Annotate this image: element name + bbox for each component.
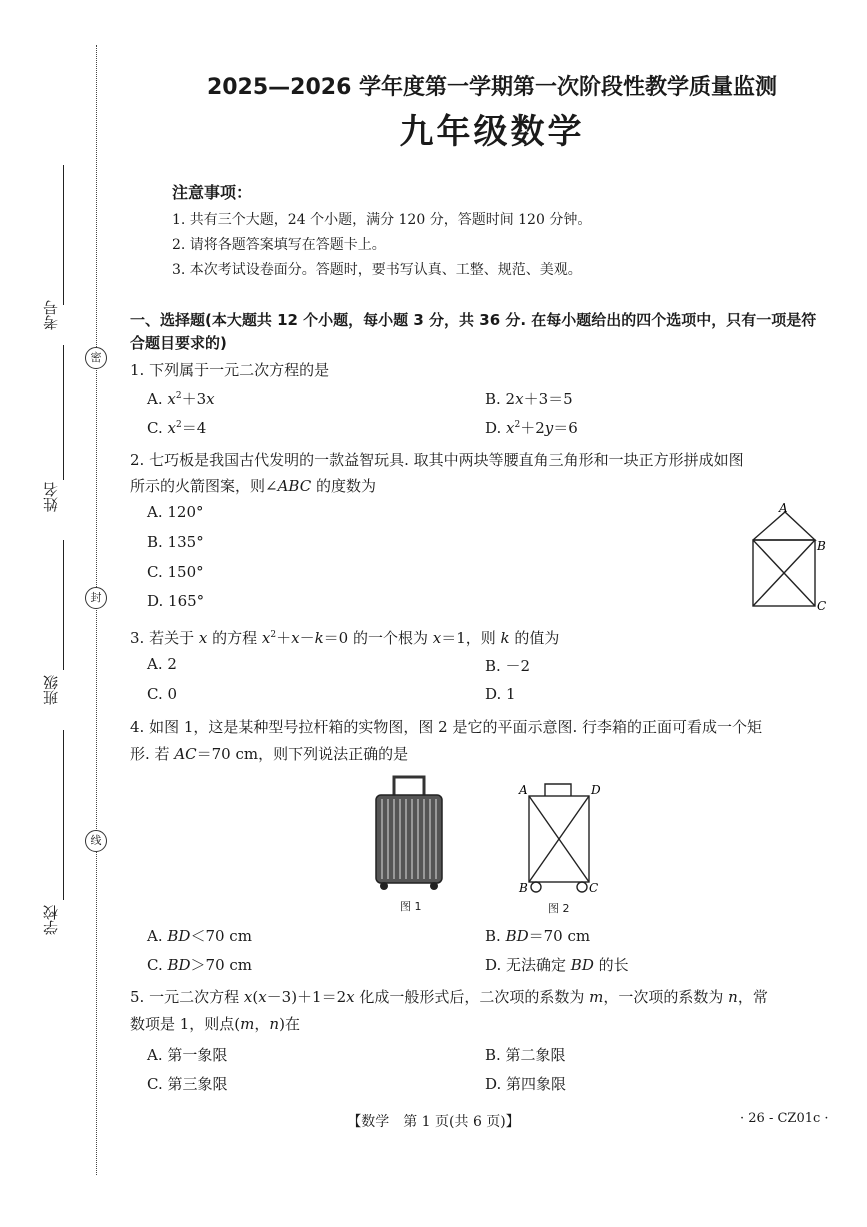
notice-item-2: 2. 请将各题答案填写在答题卡上。 bbox=[172, 237, 386, 253]
q5-stem-line1: 5. 一元二次方程 x(x－3)＋1＝2x 化成一般形式后，二次项的系数为 m，一次项的系数为 n，常 bbox=[130, 988, 768, 1006]
seal-xian: 线 bbox=[85, 830, 107, 852]
q4-figure-2-caption: 图 2 bbox=[548, 902, 570, 915]
q2-option-a: A. 120° bbox=[147, 503, 204, 521]
q2-option-d: D. 165° bbox=[147, 592, 205, 610]
notice-item-1: 1. 共有三个大题，24 个小题，满分 120 分，答题时间 120 分钟。 bbox=[172, 212, 592, 228]
section-1-title: 一、选择题(本大题共 12 个小题，每小题 3 分，共 36 分. 在每小题给出的四个选项中，只有一项是符合题目要求的) bbox=[130, 311, 817, 352]
q4-option-b: B. BD＝70 cm bbox=[485, 927, 591, 945]
name-line bbox=[63, 345, 64, 480]
q5-option-c: C. 第三象限 bbox=[147, 1075, 228, 1093]
q5-option-b: B. 第二象限 bbox=[485, 1046, 566, 1064]
q4-option-c: C. BD＞70 cm bbox=[147, 956, 253, 974]
notice-heading: 注意事项： bbox=[172, 183, 253, 202]
q2-top-triangle bbox=[753, 512, 815, 540]
school-line bbox=[63, 730, 64, 900]
binding-dotted-line bbox=[96, 45, 97, 1175]
school-label: 学校 bbox=[42, 905, 60, 935]
q4-label-a: A bbox=[519, 783, 528, 797]
q3-option-c: C. 0 bbox=[147, 685, 178, 703]
q4-wheel-right bbox=[577, 882, 587, 892]
q5-option-a: A. 第一象限 bbox=[147, 1046, 228, 1064]
q1-option-d: D. $x^2+2y=6$ bbox=[485, 419, 578, 437]
notice-item-3: 3. 本次考试设卷面分。答题时，要书写认真、工整、规范、美观。 bbox=[172, 262, 582, 278]
q4-suitcase-photo bbox=[370, 775, 450, 895]
q4-option-d: D. 无法确定 BD 的长 bbox=[485, 956, 629, 974]
paper-code: · 26 - CZ01c · bbox=[740, 1111, 829, 1126]
q5-stem-line2: 数项是 1，则点(m，n)在 bbox=[130, 1015, 300, 1033]
q4-figure-1-caption: 图 1 bbox=[400, 900, 422, 913]
q2-label-a: A bbox=[779, 501, 788, 515]
q4-suitcase-diagram bbox=[515, 780, 605, 895]
q4-label-b: B bbox=[519, 881, 528, 895]
q2-option-b: B. 135° bbox=[147, 533, 204, 551]
name-label: 姓名 bbox=[42, 482, 60, 512]
q1-option-b: B. 2x＋3＝5 bbox=[485, 390, 573, 408]
q3-option-b: B. －2 bbox=[485, 657, 531, 675]
q4-label-d: D bbox=[591, 783, 601, 797]
exam-number-label: 考号 bbox=[42, 300, 60, 330]
q4-stem-line2: 形. 若 AC＝70 cm，则下列说法正确的是 bbox=[130, 745, 409, 763]
q4-stem-line1: 4. 如图 1，这是某种型号拉杆箱的实物图，图 2 是它的平面示意图. 行李箱的正面可看成一个矩 bbox=[130, 718, 763, 736]
q2-stem-line2: 所示的火箭图案，则∠ABC 的度数为 bbox=[130, 477, 376, 495]
subject-title: 九年级数学 bbox=[399, 112, 585, 152]
q4-label-c: C bbox=[589, 881, 599, 895]
q2-stem-line1: 2. 七巧板是我国古代发明的一款益智玩具. 取其中两块等腰直角三角形和一块正方形拼成如图 bbox=[130, 451, 744, 469]
q1-option-c: C. $x^2=4$ bbox=[147, 419, 207, 437]
exam-title: 2025—2026 学年度第一学期第一次阶段性教学质量监测 bbox=[206, 75, 778, 100]
q3-stem: 3. 若关于 x 的方程 $x^2+x-k=0$ 的一个根为 x＝1，则 k 的值为 bbox=[130, 629, 560, 647]
q2-option-c: C. 150° bbox=[147, 563, 204, 581]
q5-option-d: D. 第四象限 bbox=[485, 1075, 567, 1093]
q1-option-a: A. $x^2+3x$ bbox=[147, 390, 215, 408]
seal-feng: 封 bbox=[85, 587, 107, 609]
q4-wheel-left bbox=[531, 882, 541, 892]
q1-stem: 1. 下列属于一元二次方程的是 bbox=[130, 361, 330, 379]
seal-mi: 密 bbox=[85, 347, 107, 369]
q2-rocket-figure bbox=[745, 500, 835, 615]
q3-option-a: A. 2 bbox=[147, 655, 177, 673]
class-label: 班级 bbox=[42, 675, 60, 705]
page-footer: 【数学 第 1 页(共 6 页)】 bbox=[347, 1114, 520, 1130]
q3-option-d: D. 1 bbox=[485, 685, 516, 703]
exam-number-line bbox=[63, 165, 64, 305]
class-line bbox=[63, 540, 64, 670]
q2-label-b: B bbox=[817, 539, 826, 553]
q2-label-c: C bbox=[817, 599, 827, 613]
q4-option-a: A. BD＜70 cm bbox=[147, 927, 252, 945]
